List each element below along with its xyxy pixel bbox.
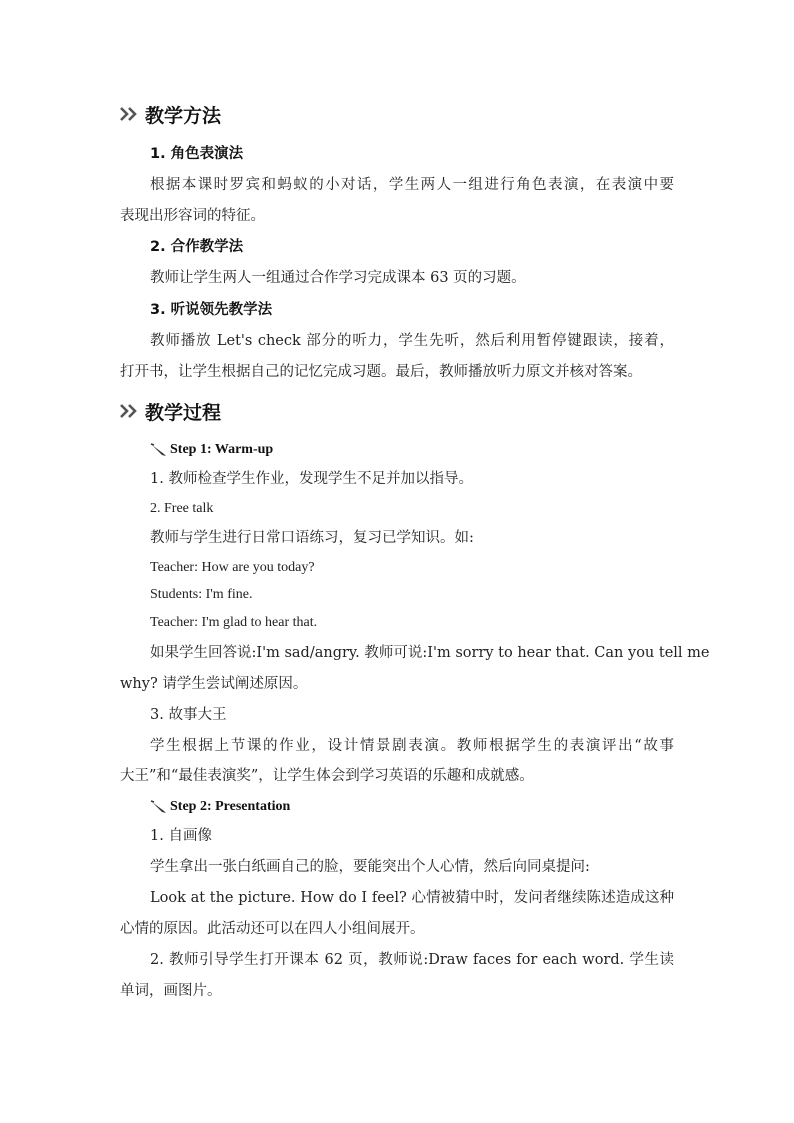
section-heading-process	[120, 398, 221, 424]
step-1-line: 3. 故事大王	[150, 707, 227, 723]
method-3-text-line: 打开书，让学生根据自己的记忆完成习题。最后，教师播放听力原文并核对答案。	[120, 364, 642, 380]
dialogue-line: Teacher: I'm glad to hear that.	[150, 615, 318, 630]
step-2-line: 心情的原因。此活动还可以在四人小组间展开。	[120, 921, 425, 937]
step-1-title: Step 1: Warm-up	[170, 442, 274, 457]
step-2-title: Step 2: Presentation	[170, 799, 291, 814]
step-2-line: 学生拿出一张白纸画自己的脸，要能突出个人心情，然后向同桌提问:	[150, 859, 590, 875]
method-3-title: 3. 听说领先教学法	[150, 302, 273, 318]
double-chevron-icon	[120, 107, 142, 121]
step-2-line: Look at the picture. How do I feel? 心情被猜中时，发问者继续陈述造成这种	[150, 890, 674, 906]
step-1-line: 教师与学生进行日常口语练习，复习已学知识。如:	[150, 530, 474, 546]
step-2-line: 1. 自画像	[150, 828, 212, 844]
method-1-title: 1. 角色表演法	[150, 146, 244, 162]
step-2-line: 2. 教师引导学生打开课本 62 页，教师说:Draw faces for each word. 学生读	[150, 952, 674, 968]
dialogue-line: Teacher: How are you today?	[150, 560, 315, 575]
section-heading-methods	[120, 101, 221, 127]
step-1-line: 如果学生回答说:I'm sad/angry. 教师可说:I'm sorry to hear that. Can you tell me	[150, 645, 710, 661]
step-2-line: 单词，画图片。	[120, 983, 222, 999]
step-1-line: why? 请学生尝试阐述原因。	[120, 676, 308, 692]
section-title: 教学方法	[145, 104, 222, 127]
method-1-text-line: 表现出形容词的特征。	[120, 208, 265, 224]
step-1-heading	[150, 440, 273, 460]
method-2-title: 2. 合作教学法	[150, 239, 244, 255]
step-1-line: 大王”和“最佳表演奖”，让学生体会到学习英语的乐趣和成就感。	[120, 768, 534, 784]
double-chevron-icon	[120, 404, 142, 418]
method-2-text-line: 教师让学生两人一组通过合作学习完成课本 63 页的习题。	[150, 270, 526, 286]
step-2-heading	[150, 797, 290, 817]
step-1-line: 2. Free talk	[150, 501, 214, 516]
pen-icon	[150, 443, 168, 457]
method-3-text-line: 教师播放 Let's check 部分的听力，学生先听，然后利用暂停键跟读，接着，	[150, 333, 674, 349]
pen-icon	[150, 800, 168, 814]
step-1-line: 学生根据上节课的作业，设计情景剧表演。教师根据学生的表演评出“故事	[150, 738, 674, 754]
dialogue-line: Students: I'm fine.	[150, 587, 253, 602]
section-title: 教学过程	[145, 401, 222, 424]
method-1-text-line: 根据本课时罗宾和蚂蚁的小对话，学生两人一组进行角色表演，在表演中要	[150, 177, 674, 193]
step-1-line: 1. 教师检查学生作业，发现学生不足并加以指导。	[150, 471, 473, 487]
